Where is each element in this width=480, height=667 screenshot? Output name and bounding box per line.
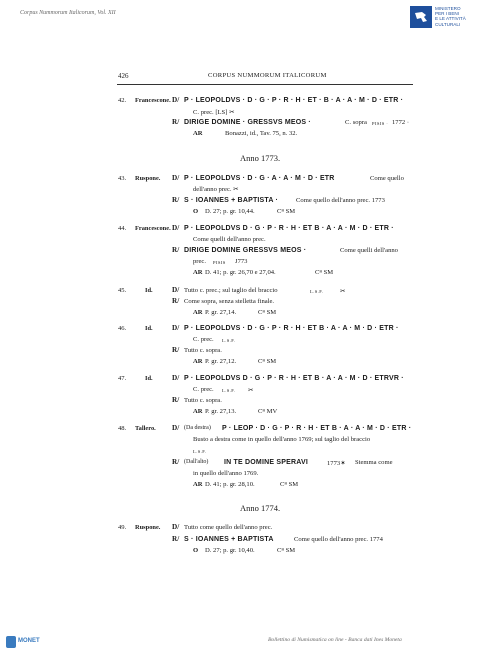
weight-note: D. 27; p. gr. 10,40. xyxy=(205,547,255,554)
reverse-marker: R/ xyxy=(172,346,180,354)
collection-mark: Cᴮ SM xyxy=(315,269,334,276)
moneta-logo-text: MONET xyxy=(18,638,40,644)
reverse-description: Tutto c. sopra. xyxy=(184,397,222,404)
bibliography-note: Bonazzi, id., Tav. 75, n. 32. xyxy=(225,130,298,137)
metal-mark: AR xyxy=(193,481,203,488)
year-heading: Anno 1774. xyxy=(240,503,281,513)
entry-number: 42. xyxy=(118,97,127,104)
reverse-year: 1773✶ xyxy=(327,460,346,467)
coin-type: Ruspone. xyxy=(135,524,161,531)
metal-mark: AR xyxy=(193,309,203,316)
reverse-description: Come quello dell'anno prec. 1773 xyxy=(296,197,385,204)
reverse-year: J773 xyxy=(235,258,248,265)
coin-type: Id. xyxy=(145,375,153,382)
weight-note: P. gr. 27,13. xyxy=(205,408,237,415)
engraver-mark: L.S.F. xyxy=(222,338,236,343)
obverse-legend: P · LEOPOLDVS · D · G · A · A · M · D · ETR xyxy=(184,175,335,182)
header-rule xyxy=(117,84,413,85)
reverse-marker: R/ xyxy=(172,297,180,305)
reverse-year: 1772 · xyxy=(392,119,410,126)
obverse-marker: D/ xyxy=(172,424,180,432)
obverse-legend: P · LEOPOLDVS · D · G · P · R · H · ET B · A · A · M · D · ETR · xyxy=(184,325,399,332)
reverse-description-cont: in quello dell'anno 1769. xyxy=(193,470,259,477)
obverse-legend: P · LEOPOLDVS · D · G · P · R · H · ET · B · A · A · M · D · ETR · xyxy=(184,97,404,104)
metal-mark: O xyxy=(193,547,199,554)
obverse-direction: (Da destra) xyxy=(184,425,211,431)
obverse-description-cont: dell'anno prec. ✂ xyxy=(193,186,239,193)
reverse-description: C. sopra xyxy=(345,119,367,126)
weight-note: P. gr. 27,14. xyxy=(205,309,237,316)
footer-text: Bollettino di Numismatica on line - Banca dati Ines Moneta xyxy=(268,637,402,643)
obverse-marker: D/ xyxy=(172,174,180,182)
coin-type: Tallero. xyxy=(135,425,156,432)
reverse-legend: IN TE DOMINE SPERAVI xyxy=(224,459,308,466)
obverse-marker: D/ xyxy=(172,96,180,104)
engraver-mark: L.S.F. xyxy=(310,289,324,294)
reverse-marker: R/ xyxy=(172,196,180,204)
ministry-logo-mark xyxy=(410,6,432,28)
weight-note: D. 41; p. gr. 26,70 e 27,04. xyxy=(205,269,276,276)
metal-mark: AR xyxy=(193,130,203,137)
obverse-legend: P · LEOPOLDVS D · G · P · R · H · ET B · A · A · M · D · ETRVR · xyxy=(184,375,404,382)
reverse-legend: DIRIGE DOMINE · GRESSVS MEOS · xyxy=(184,119,311,126)
obverse-marker: D/ xyxy=(172,286,180,294)
running-head: CORPUS NUMMORUM ITALICORUM xyxy=(208,72,327,79)
obverse-description: C. prec. [LS] ✂ xyxy=(193,109,235,116)
collection-mark: Cᴮ SM xyxy=(258,309,277,316)
metal-mark: AR xyxy=(193,269,203,276)
coin-type: Ruspone. xyxy=(135,175,161,182)
reverse-description: Come sopra, senza stelletta finale. xyxy=(184,298,275,305)
engraver-mark: L.S.F. xyxy=(193,449,207,454)
reverse-marker: R/ xyxy=(172,246,180,254)
weight-note: P. gr. 27,12. xyxy=(205,358,237,365)
obverse-description: Tutto c. prec.; sul taglio del braccio xyxy=(184,287,278,294)
reverse-description: Come quelli dell'anno xyxy=(340,247,398,254)
moneta-logo-mark xyxy=(6,636,16,648)
metal-mark: AR xyxy=(193,358,203,365)
coin-type: Francescone. xyxy=(135,97,171,104)
obverse-description: Come quello xyxy=(370,175,404,182)
entry-number: 44. xyxy=(118,225,127,232)
obverse-marker: D/ xyxy=(172,374,180,382)
ministry-logo xyxy=(410,6,474,32)
reverse-marker: R/ xyxy=(172,396,180,404)
reverse-direction: (Dall'alto) xyxy=(184,459,209,465)
entry-number: 49. xyxy=(118,524,127,531)
collection-mark: Cᴮ SM xyxy=(258,358,277,365)
scissors-mark: ✂ xyxy=(248,387,254,394)
coin-type: Id. xyxy=(145,287,153,294)
obverse-marker: D/ xyxy=(172,224,180,232)
year-heading: Anno 1773. xyxy=(240,153,281,163)
obverse-legend: P · LEOPOLDVS D · G · P · R · H · ET B · A · A · M · D · ETR · xyxy=(184,225,394,232)
engraver-mark: L.S.F. xyxy=(222,388,236,393)
entry-number: 48. xyxy=(118,425,127,432)
entry-number: 43. xyxy=(118,175,127,182)
obverse-description: C. prec. xyxy=(193,336,214,343)
collection-mark: Cᴮ SM xyxy=(277,547,296,554)
collection-mark: Cᴮ SM xyxy=(277,208,296,215)
mint-mark: PISIS xyxy=(213,260,226,265)
reverse-legend: DIRIGE DOMINE GRESSVS MEOS · xyxy=(184,247,307,254)
reverse-description: Tutto c. sopra. xyxy=(184,347,222,354)
reverse-description: Stemma come xyxy=(355,459,393,466)
reverse-marker: R/ xyxy=(172,118,180,126)
collection-mark: Cᴮ SM xyxy=(280,481,299,488)
obverse-legend: P · LEOP · D · G · P · R · H · ET B · A · A · M · D · ETR · xyxy=(222,425,412,432)
page-number: 426 xyxy=(118,72,129,80)
entry-number: 46. xyxy=(118,325,127,332)
entry-number: 47. xyxy=(118,375,127,382)
collection-mark: Cᴮ MV xyxy=(258,408,278,415)
obverse-marker: D/ xyxy=(172,324,180,332)
reverse-marker: R/ xyxy=(172,535,180,543)
moneta-logo xyxy=(6,636,42,652)
italy-map-icon xyxy=(413,11,429,23)
reverse-legend: S · IOANNES + BAPTISTA · xyxy=(184,197,279,204)
reverse-description-cont: prec. xyxy=(193,258,206,265)
weight-note: D. 27; p. gr. 10,44. xyxy=(205,208,255,215)
entry-number: 45. xyxy=(118,287,127,294)
obverse-description: Come quelli dell'anno prec. xyxy=(193,236,266,243)
ministry-logo-text: MINISTERO PER I BENI E LE ATTIVITÀ CULTURALI xyxy=(435,6,466,27)
weight-note: D. 41; p. gr. 28,10. xyxy=(205,481,255,488)
reverse-marker: R/ xyxy=(172,458,180,466)
scissors-mark: ✂ xyxy=(340,288,346,295)
journal-header: Corpus Nummorum Italicorum, Vol. XII xyxy=(20,10,116,16)
reverse-description: Come quello dell'anno prec. 1774 xyxy=(294,536,383,543)
mint-mark: PISIS · xyxy=(372,121,389,126)
coin-type: Francescone. xyxy=(135,225,171,232)
coin-type: Id. xyxy=(145,325,153,332)
obverse-description: Tutto come quello dell'anno prec. xyxy=(184,524,273,531)
metal-mark: AR xyxy=(193,408,203,415)
reverse-legend: S · IOANNES + BAPTISTA xyxy=(184,536,274,543)
obverse-description: C. prec. xyxy=(193,386,214,393)
obverse-marker: D/ xyxy=(172,523,180,531)
metal-mark: O xyxy=(193,208,199,215)
obverse-description: Busto a destra come in quello dell'anno 1769; sul taglio del braccio xyxy=(193,436,371,443)
